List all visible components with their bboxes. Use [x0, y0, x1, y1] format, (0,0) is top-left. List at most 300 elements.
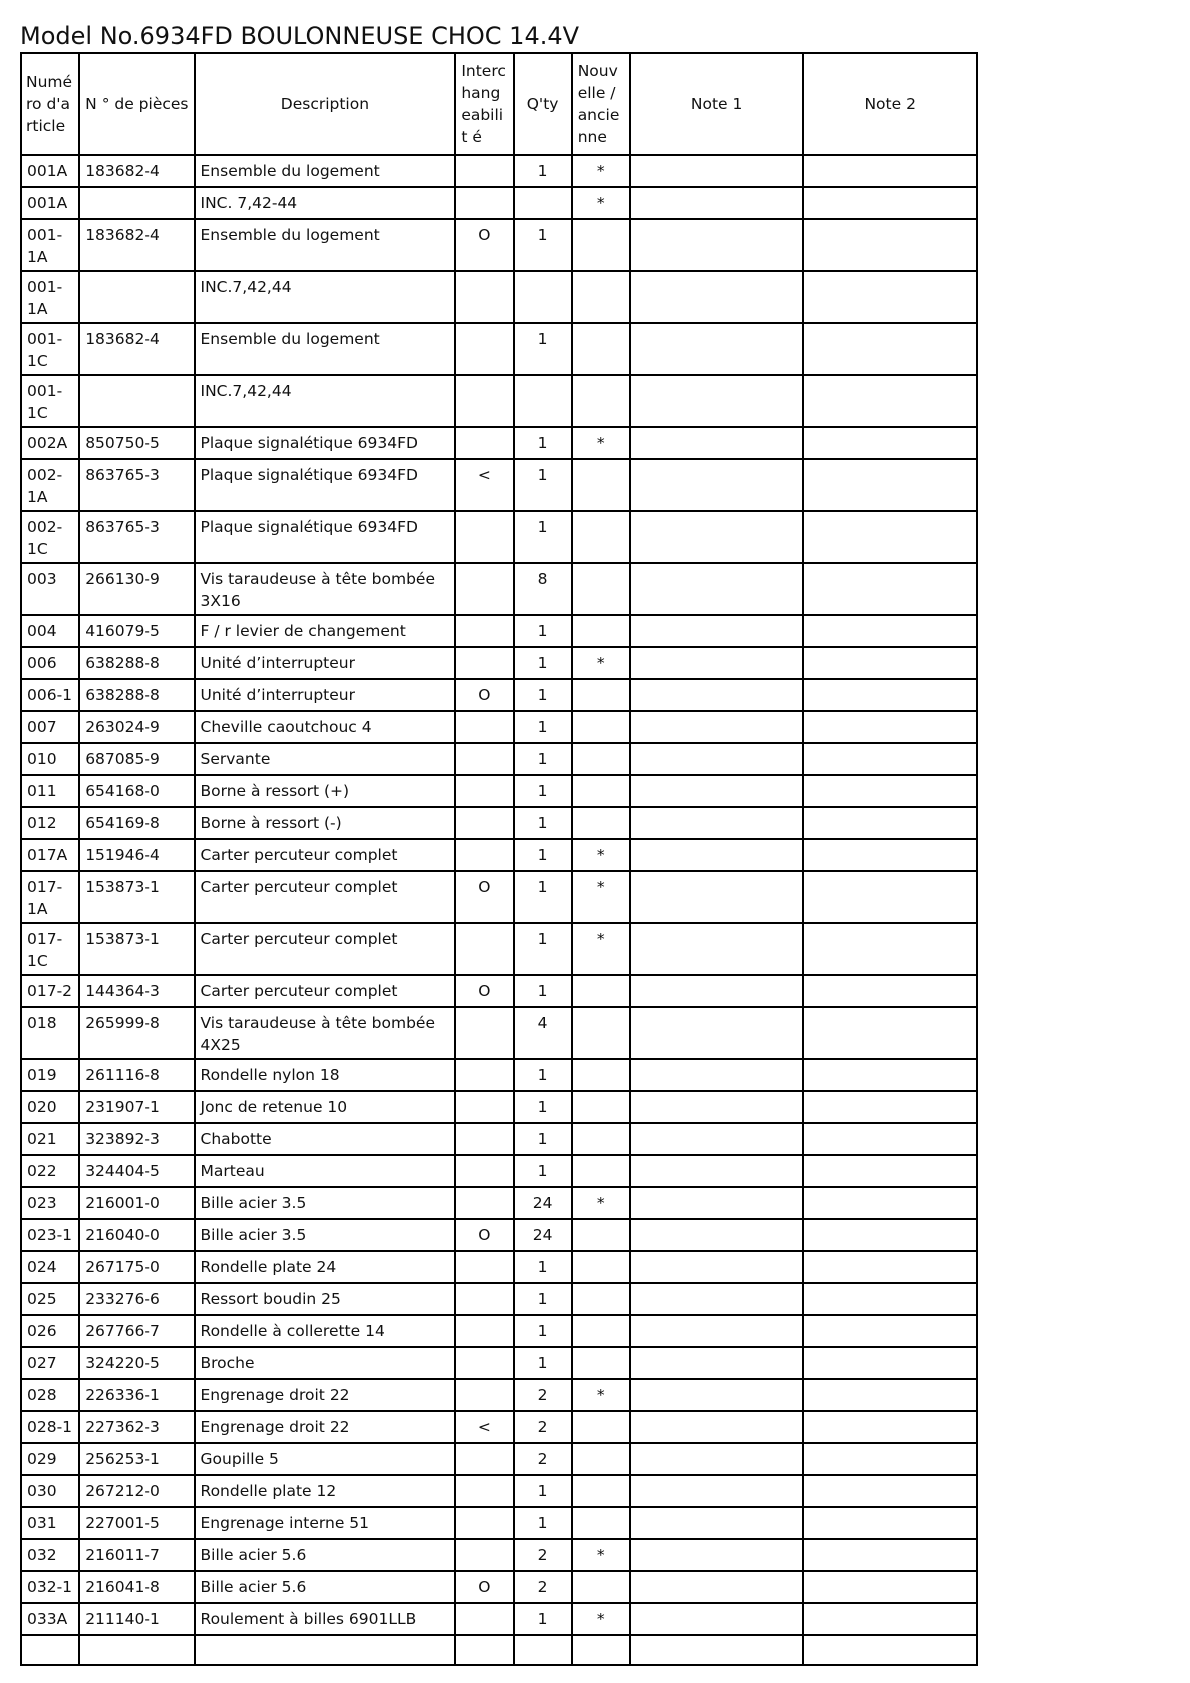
header-quantity: Q'ty — [514, 53, 572, 155]
row-note-1 — [630, 1283, 804, 1315]
row-quantity: 1 — [514, 871, 572, 923]
header-note-2: Note 2 — [803, 53, 977, 155]
row-item-number: 001-1A — [21, 219, 79, 271]
row-part-number: 211140-1 — [79, 1603, 194, 1635]
document-title: Model No.6934FD BOULONNEUSE CHOC 14.4V — [20, 22, 580, 50]
row-quantity: 1 — [514, 711, 572, 743]
row-item-number: 010 — [21, 743, 79, 775]
row-note-1 — [630, 271, 804, 323]
table-row — [21, 1155, 977, 1187]
row-new-old: * — [572, 187, 630, 219]
row-part-number: 323892-3 — [79, 1123, 194, 1155]
row-note-1 — [630, 1219, 804, 1251]
empty-cell — [455, 1635, 513, 1665]
row-quantity: 1 — [514, 219, 572, 271]
row-note-2 — [803, 647, 977, 679]
row-quantity: 1 — [514, 155, 572, 187]
row-new-old — [572, 1123, 630, 1155]
row-item-number: 028-1 — [21, 1411, 79, 1443]
row-note-1 — [630, 427, 804, 459]
row-new-old: * — [572, 1539, 630, 1571]
row-part-number: 324220-5 — [79, 1347, 194, 1379]
row-description: Engrenage droit 22 — [195, 1379, 456, 1411]
row-new-old: * — [572, 647, 630, 679]
table-row — [21, 1123, 977, 1155]
row-part-number: 638288-8 — [79, 679, 194, 711]
row-item-number: 029 — [21, 1443, 79, 1475]
row-description: Ressort boudin 25 — [195, 1283, 456, 1315]
row-new-old — [572, 1411, 630, 1443]
row-description: Jonc de retenue 10 — [195, 1091, 456, 1123]
row-item-number: 003 — [21, 563, 79, 615]
row-quantity: 1 — [514, 743, 572, 775]
row-description: Rondelle plate 24 — [195, 1251, 456, 1283]
table-row — [21, 323, 977, 375]
row-new-old — [572, 775, 630, 807]
row-note-2 — [803, 563, 977, 615]
row-quantity: 1 — [514, 1315, 572, 1347]
row-new-old — [572, 511, 630, 563]
row-quantity: 1 — [514, 923, 572, 975]
row-item-number: 004 — [21, 615, 79, 647]
row-part-number: 216041-8 — [79, 1571, 194, 1603]
row-item-number: 020 — [21, 1091, 79, 1123]
row-quantity: 24 — [514, 1187, 572, 1219]
row-part-number: 863765-3 — [79, 459, 194, 511]
row-part-number: 151946-4 — [79, 839, 194, 871]
row-quantity — [514, 187, 572, 219]
row-quantity — [514, 271, 572, 323]
header-interchangeability: Interc hang eabilit é — [455, 53, 513, 155]
row-note-2 — [803, 1315, 977, 1347]
row-note-1 — [630, 459, 804, 511]
row-quantity: 1 — [514, 679, 572, 711]
row-new-old — [572, 1059, 630, 1091]
table-row — [21, 1603, 977, 1635]
row-new-old: * — [572, 1603, 630, 1635]
row-quantity: 24 — [514, 1219, 572, 1251]
table-row — [21, 1379, 977, 1411]
row-item-number: 022 — [21, 1155, 79, 1187]
row-description: INC.7,42,44 — [195, 375, 456, 427]
row-note-2 — [803, 1475, 977, 1507]
row-part-number: 153873-1 — [79, 871, 194, 923]
row-note-1 — [630, 679, 804, 711]
table-row — [21, 1219, 977, 1251]
row-note-1 — [630, 1251, 804, 1283]
header-part-number: N ° de pièces — [79, 53, 194, 155]
table-row — [21, 1007, 977, 1059]
row-item-number: 006-1 — [21, 679, 79, 711]
row-interchangeability: < — [455, 459, 513, 511]
row-description: Borne à ressort (+) — [195, 775, 456, 807]
table-row — [21, 647, 977, 679]
row-item-number: 027 — [21, 1347, 79, 1379]
table-row — [21, 155, 977, 187]
row-note-2 — [803, 871, 977, 923]
row-interchangeability: O — [455, 1571, 513, 1603]
row-interchangeability — [455, 839, 513, 871]
row-interchangeability — [455, 711, 513, 743]
row-description: Cheville caoutchouc 4 — [195, 711, 456, 743]
header-description: Description — [195, 53, 456, 155]
row-new-old — [572, 1347, 630, 1379]
row-interchangeability — [455, 1539, 513, 1571]
row-part-number: 267766-7 — [79, 1315, 194, 1347]
row-interchangeability — [455, 1603, 513, 1635]
row-new-old — [572, 1251, 630, 1283]
row-new-old — [572, 1219, 630, 1251]
row-new-old — [572, 1283, 630, 1315]
row-quantity: 2 — [514, 1443, 572, 1475]
row-note-1 — [630, 563, 804, 615]
row-note-2 — [803, 839, 977, 871]
row-description: Chabotte — [195, 1123, 456, 1155]
row-new-old — [572, 271, 630, 323]
row-description: Engrenage interne 51 — [195, 1507, 456, 1539]
empty-cell — [79, 1635, 194, 1665]
row-quantity: 1 — [514, 615, 572, 647]
row-quantity: 1 — [514, 1091, 572, 1123]
table-row — [21, 871, 977, 923]
row-part-number: 266130-9 — [79, 563, 194, 615]
row-note-1 — [630, 743, 804, 775]
row-note-2 — [803, 155, 977, 187]
row-part-number: 231907-1 — [79, 1091, 194, 1123]
row-interchangeability — [455, 1443, 513, 1475]
row-interchangeability: O — [455, 679, 513, 711]
row-part-number: 183682-4 — [79, 155, 194, 187]
row-note-1 — [630, 323, 804, 375]
row-description: INC. 7,42-44 — [195, 187, 456, 219]
row-description: Carter percuteur complet — [195, 975, 456, 1007]
row-new-old: * — [572, 871, 630, 923]
row-new-old — [572, 711, 630, 743]
row-part-number: 267175-0 — [79, 1251, 194, 1283]
row-description: Bille acier 3.5 — [195, 1187, 456, 1219]
row-note-1 — [630, 1347, 804, 1379]
row-item-number: 006 — [21, 647, 79, 679]
row-interchangeability — [455, 1379, 513, 1411]
row-quantity: 2 — [514, 1379, 572, 1411]
row-note-2 — [803, 1155, 977, 1187]
row-interchangeability — [455, 1091, 513, 1123]
row-quantity: 1 — [514, 1251, 572, 1283]
row-new-old — [572, 1443, 630, 1475]
row-note-1 — [630, 375, 804, 427]
row-part-number: 216040-0 — [79, 1219, 194, 1251]
row-item-number: 023 — [21, 1187, 79, 1219]
row-description: Plaque signalétique 6934FD — [195, 459, 456, 511]
row-item-number: 007 — [21, 711, 79, 743]
row-item-number: 017-2 — [21, 975, 79, 1007]
row-description: Marteau — [195, 1155, 456, 1187]
row-quantity: 1 — [514, 323, 572, 375]
row-quantity: 1 — [514, 459, 572, 511]
row-note-2 — [803, 1539, 977, 1571]
header-new-old: Nouv elle / ancie nne — [572, 53, 630, 155]
row-note-1 — [630, 1571, 804, 1603]
row-new-old — [572, 1007, 630, 1059]
row-description: Carter percuteur complet — [195, 923, 456, 975]
parts-table — [20, 52, 978, 1666]
row-note-2 — [803, 1283, 977, 1315]
row-quantity: 1 — [514, 1603, 572, 1635]
row-quantity: 1 — [514, 647, 572, 679]
row-description: Goupille 5 — [195, 1443, 456, 1475]
row-new-old: * — [572, 427, 630, 459]
row-description: Bille acier 3.5 — [195, 1219, 456, 1251]
row-note-1 — [630, 1155, 804, 1187]
table-row — [21, 187, 977, 219]
row-interchangeability — [455, 1283, 513, 1315]
row-new-old — [572, 323, 630, 375]
row-note-2 — [803, 743, 977, 775]
empty-cell — [514, 1635, 572, 1665]
row-note-1 — [630, 1411, 804, 1443]
row-note-1 — [630, 1091, 804, 1123]
row-part-number: 227001-5 — [79, 1507, 194, 1539]
row-note-1 — [630, 1603, 804, 1635]
empty-cell — [803, 1635, 977, 1665]
row-note-1 — [630, 647, 804, 679]
row-part-number: 863765-3 — [79, 511, 194, 563]
table-row — [21, 615, 977, 647]
row-description: Borne à ressort (-) — [195, 807, 456, 839]
header-note-1: Note 1 — [630, 53, 804, 155]
row-description: Bille acier 5.6 — [195, 1539, 456, 1571]
row-quantity: 1 — [514, 1123, 572, 1155]
row-note-2 — [803, 219, 977, 271]
row-new-old — [572, 743, 630, 775]
row-note-2 — [803, 807, 977, 839]
row-item-number: 032-1 — [21, 1571, 79, 1603]
row-item-number: 012 — [21, 807, 79, 839]
row-note-2 — [803, 775, 977, 807]
table-row — [21, 923, 977, 975]
row-quantity: 1 — [514, 1059, 572, 1091]
row-note-1 — [630, 511, 804, 563]
row-note-2 — [803, 975, 977, 1007]
row-quantity: 1 — [514, 1507, 572, 1539]
table-row — [21, 1059, 977, 1091]
row-new-old — [572, 459, 630, 511]
row-quantity: 1 — [514, 1155, 572, 1187]
row-note-2 — [803, 511, 977, 563]
row-interchangeability — [455, 187, 513, 219]
row-new-old: * — [572, 1187, 630, 1219]
row-item-number: 002-1A — [21, 459, 79, 511]
row-interchangeability — [455, 155, 513, 187]
row-note-1 — [630, 1379, 804, 1411]
table-row — [21, 1443, 977, 1475]
row-new-old — [572, 975, 630, 1007]
row-description: Roulement à billes 6901LLB — [195, 1603, 456, 1635]
row-note-2 — [803, 711, 977, 743]
row-quantity: 8 — [514, 563, 572, 615]
row-interchangeability — [455, 1155, 513, 1187]
row-description: Broche — [195, 1347, 456, 1379]
row-part-number — [79, 187, 194, 219]
row-description: Ensemble du logement — [195, 219, 456, 271]
row-description: Ensemble du logement — [195, 323, 456, 375]
table-row — [21, 1283, 977, 1315]
row-item-number: 026 — [21, 1315, 79, 1347]
row-note-1 — [630, 1123, 804, 1155]
row-note-2 — [803, 1059, 977, 1091]
row-note-1 — [630, 1507, 804, 1539]
row-item-number: 011 — [21, 775, 79, 807]
row-note-1 — [630, 839, 804, 871]
row-note-2 — [803, 375, 977, 427]
table-row — [21, 427, 977, 459]
row-part-number: 267212-0 — [79, 1475, 194, 1507]
row-part-number: 227362-3 — [79, 1411, 194, 1443]
row-part-number: 256253-1 — [79, 1443, 194, 1475]
row-new-old — [572, 1571, 630, 1603]
row-new-old — [572, 1507, 630, 1539]
row-note-1 — [630, 219, 804, 271]
table-row — [21, 975, 977, 1007]
row-part-number: 261116-8 — [79, 1059, 194, 1091]
row-note-1 — [630, 155, 804, 187]
row-quantity: 1 — [514, 1347, 572, 1379]
row-description: F / r levier de changement — [195, 615, 456, 647]
row-note-1 — [630, 1007, 804, 1059]
row-note-2 — [803, 1507, 977, 1539]
row-interchangeability — [455, 563, 513, 615]
row-new-old — [572, 615, 630, 647]
table-row — [21, 839, 977, 871]
header-row — [21, 53, 977, 155]
row-note-2 — [803, 1007, 977, 1059]
row-quantity: 2 — [514, 1571, 572, 1603]
row-interchangeability — [455, 1507, 513, 1539]
row-note-2 — [803, 1411, 977, 1443]
row-note-2 — [803, 1379, 977, 1411]
row-new-old: * — [572, 923, 630, 975]
row-note-2 — [803, 1603, 977, 1635]
row-note-1 — [630, 1539, 804, 1571]
row-part-number: 216011-7 — [79, 1539, 194, 1571]
row-item-number: 019 — [21, 1059, 79, 1091]
row-note-1 — [630, 975, 804, 1007]
row-quantity — [514, 375, 572, 427]
row-interchangeability: O — [455, 219, 513, 271]
row-note-1 — [630, 1059, 804, 1091]
row-interchangeability — [455, 743, 513, 775]
table-row — [21, 1315, 977, 1347]
row-item-number: 001-1C — [21, 375, 79, 427]
row-description: INC.7,42,44 — [195, 271, 456, 323]
empty-cell — [195, 1635, 456, 1665]
table-row — [21, 807, 977, 839]
row-interchangeability: O — [455, 1219, 513, 1251]
row-note-1 — [630, 807, 804, 839]
row-description: Vis taraudeuse à tête bombée 3X16 — [195, 563, 456, 615]
row-note-2 — [803, 1443, 977, 1475]
row-interchangeability — [455, 807, 513, 839]
row-quantity: 4 — [514, 1007, 572, 1059]
row-interchangeability: < — [455, 1411, 513, 1443]
row-note-2 — [803, 679, 977, 711]
row-interchangeability — [455, 1347, 513, 1379]
row-part-number: 687085-9 — [79, 743, 194, 775]
table-row — [21, 1475, 977, 1507]
row-item-number: 021 — [21, 1123, 79, 1155]
row-item-number: 023-1 — [21, 1219, 79, 1251]
row-quantity: 1 — [514, 807, 572, 839]
row-note-2 — [803, 271, 977, 323]
row-interchangeability: O — [455, 871, 513, 923]
row-item-number: 033A — [21, 1603, 79, 1635]
table-row — [21, 1091, 977, 1123]
row-note-2 — [803, 1091, 977, 1123]
table-row — [21, 1251, 977, 1283]
row-interchangeability — [455, 647, 513, 679]
table-row — [21, 563, 977, 615]
row-interchangeability — [455, 923, 513, 975]
row-interchangeability — [455, 427, 513, 459]
table-row — [21, 743, 977, 775]
row-description: Vis taraudeuse à tête bombée 4X25 — [195, 1007, 456, 1059]
row-description: Unité d’interrupteur — [195, 647, 456, 679]
empty-cell — [572, 1635, 630, 1665]
row-description: Plaque signalétique 6934FD — [195, 511, 456, 563]
row-quantity: 1 — [514, 1283, 572, 1315]
row-interchangeability — [455, 775, 513, 807]
row-note-1 — [630, 775, 804, 807]
table-row — [21, 679, 977, 711]
row-interchangeability — [455, 1007, 513, 1059]
row-new-old — [572, 679, 630, 711]
row-note-2 — [803, 1219, 977, 1251]
row-interchangeability — [455, 1123, 513, 1155]
row-item-number: 024 — [21, 1251, 79, 1283]
row-item-number: 001-1A — [21, 271, 79, 323]
row-note-2 — [803, 427, 977, 459]
row-new-old — [572, 1315, 630, 1347]
row-part-number — [79, 375, 194, 427]
table-row — [21, 1411, 977, 1443]
row-item-number: 017A — [21, 839, 79, 871]
row-interchangeability — [455, 323, 513, 375]
row-part-number: 183682-4 — [79, 323, 194, 375]
row-item-number: 001-1C — [21, 323, 79, 375]
table-row — [21, 271, 977, 323]
table-row — [21, 1571, 977, 1603]
row-interchangeability — [455, 375, 513, 427]
row-interchangeability: O — [455, 975, 513, 1007]
row-part-number: 324404-5 — [79, 1155, 194, 1187]
row-part-number: 226336-1 — [79, 1379, 194, 1411]
row-note-2 — [803, 323, 977, 375]
row-note-2 — [803, 1187, 977, 1219]
row-new-old — [572, 1155, 630, 1187]
row-note-1 — [630, 923, 804, 975]
row-quantity: 1 — [514, 511, 572, 563]
row-part-number: 233276-6 — [79, 1283, 194, 1315]
row-part-number: 265999-8 — [79, 1007, 194, 1059]
row-new-old — [572, 1091, 630, 1123]
row-description: Rondelle nylon 18 — [195, 1059, 456, 1091]
row-note-1 — [630, 1315, 804, 1347]
row-interchangeability — [455, 271, 513, 323]
table-row — [21, 219, 977, 271]
table-row — [21, 1539, 977, 1571]
empty-cell — [21, 1635, 79, 1665]
row-item-number: 030 — [21, 1475, 79, 1507]
